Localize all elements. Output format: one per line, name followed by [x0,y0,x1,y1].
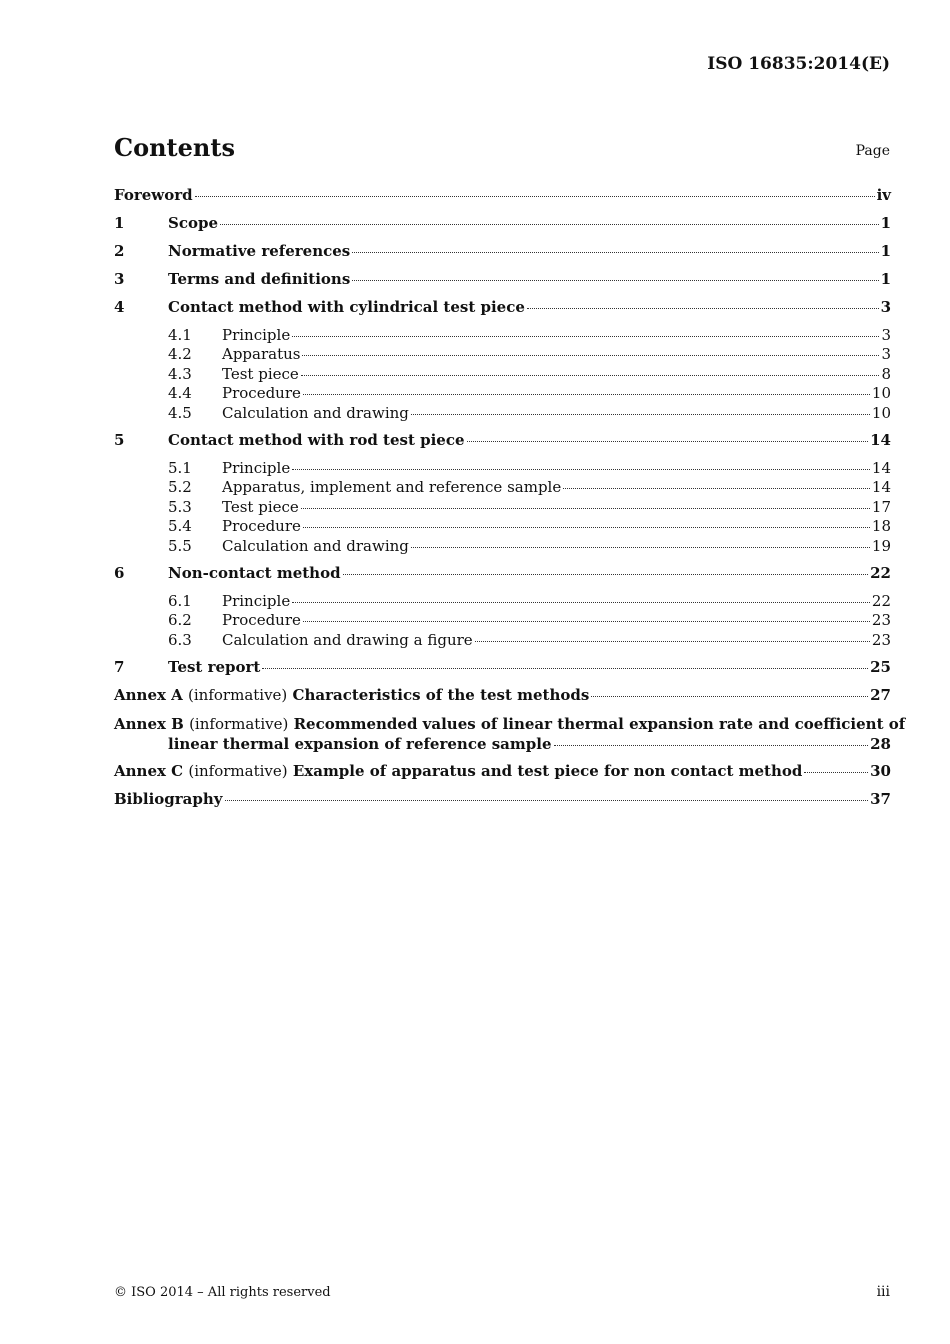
annex-label: Annex A [114,686,183,705]
leader-dots [804,772,868,773]
toc-page: 19 [871,536,891,555]
toc-page: iv [876,186,891,204]
toc-number: 5.2 [168,478,192,497]
toc-entry-normative-references[interactable] [114,242,891,270]
leader-dots [303,394,870,395]
toc-number: 5.5 [168,536,192,555]
toc-subentry[interactable] [114,498,891,517]
leader-dots [220,224,879,225]
toc-page: 1 [880,242,891,260]
toc-title: Procedure [222,384,301,403]
toc-title: Scope [168,214,219,232]
toc-page: 14 [870,430,891,449]
leader-dots [301,508,870,509]
document-id: ISO 16835:2014(E) [707,54,890,74]
toc-page: 17 [871,497,891,516]
toc-title: Principle [222,591,291,610]
toc-number: 6 [114,563,125,582]
toc-subentry[interactable] [114,459,891,478]
toc-title: Bibliography [114,790,223,809]
toc-page: 23 [871,630,891,649]
toc-title: Procedure [222,517,301,536]
leader-dots [591,696,868,697]
toc-number: 4.2 [168,345,192,364]
toc-title: Apparatus [222,345,301,364]
toc-number: 6.1 [168,591,192,610]
toc-entry-scope[interactable] [114,214,891,242]
toc-number: 6.2 [168,611,192,630]
leader-dots [292,336,879,337]
toc-title: Test piece [222,364,299,383]
leader-dots [225,800,869,801]
toc-title: Test piece [222,497,299,516]
leader-dots [563,488,870,489]
toc-page: 8 [881,364,891,383]
toc-page: 37 [870,790,891,809]
toc-number: 5.1 [168,458,192,477]
leader-dots [303,527,870,528]
toc-number: 7 [114,658,125,677]
toc-title-line-2: linear thermal expansion of reference sample [168,735,552,754]
toc-page: 3 [880,298,891,316]
toc-title: Procedure [222,611,301,630]
toc-number: 5.3 [168,497,192,516]
toc-title: Principle [222,326,291,344]
toc-page: 27 [870,686,891,705]
toc-title-line-1: Recommended values of linear thermal expansion rate and coefficient of [293,715,906,734]
annex-informative: (informative) [189,715,289,734]
page-number: iii [876,1284,890,1300]
toc-number: 6.3 [168,630,192,649]
table-of-contents [114,186,906,818]
toc-page: 30 [870,762,891,781]
toc-number: 1 [114,214,125,232]
toc-entry-terms-definitions[interactable] [114,270,891,298]
toc-title: Calculation and drawing [222,403,409,422]
leader-dots [467,441,869,442]
toc-page: 3 [881,345,891,364]
toc-number: 2 [114,242,125,260]
toc-subentry[interactable] [114,478,891,497]
toc-page: 23 [871,611,891,630]
toc-title: Characteristics of the test methods [292,686,590,705]
toc-title: Apparatus, implement and reference sample [222,478,562,497]
toc-title: Non-contact method [168,563,341,582]
toc-title: Calculation and drawing a figure [222,630,473,649]
toc-entry-annex-b[interactable] [114,714,906,754]
contents-title: Contents [114,133,235,162]
toc-subentry[interactable] [114,631,891,650]
leader-dots [352,252,878,253]
copyright-notice: © ISO 2014 – All rights reserved [114,1285,331,1300]
leader-dots [292,602,870,603]
toc-subentry[interactable] [114,537,891,556]
toc-title: Foreword [114,186,193,204]
toc-subentry[interactable] [114,611,891,630]
toc-page: 10 [871,384,891,403]
toc-entry-section-6[interactable] [114,564,891,592]
toc-page: 25 [870,658,891,677]
leader-dots [352,280,878,281]
toc-title: Contact method with cylindrical test piece [168,298,525,316]
leader-dots [343,574,869,575]
toc-entry-annex-a[interactable] [114,686,891,714]
leader-dots [411,414,870,415]
leader-dots [475,641,870,642]
toc-subentry[interactable] [114,326,891,345]
toc-page: 1 [880,214,891,232]
toc-number: 4.4 [168,384,192,403]
toc-entry-section-4[interactable] [114,298,891,326]
toc-title: Terms and definitions [168,270,351,288]
toc-title: Example of apparatus and test piece for non contact method [292,762,803,781]
toc-title: Principle [222,458,291,477]
toc-entry-foreword[interactable] [114,186,891,214]
leader-dots [292,469,870,470]
leader-dots [554,745,869,746]
toc-title: Calculation and drawing [222,536,409,555]
toc-number: 4.1 [168,326,192,344]
toc-title: Contact method with rod test piece [168,430,465,449]
toc-page: 1 [880,270,891,288]
toc-title: Normative references [168,242,351,260]
toc-entry-annex-c[interactable] [114,762,891,790]
page-column-label: Page [855,143,890,159]
toc-entry-bibliography[interactable] [114,790,891,818]
leader-dots [195,196,875,197]
toc-subentry[interactable] [114,517,891,536]
annex-informative: (informative) [188,686,288,705]
toc-page: 28 [870,735,891,754]
toc-page: 14 [871,478,891,497]
annex-informative: (informative) [188,762,288,781]
leader-dots [303,621,870,622]
leader-dots [527,308,879,309]
toc-subentry[interactable] [114,345,891,364]
toc-page: 22 [871,591,891,610]
toc-page: 3 [881,326,891,344]
leader-dots [301,375,880,376]
leader-dots [411,547,870,548]
toc-subentry[interactable] [114,365,891,384]
toc-number: 5 [114,430,125,449]
annex-label: Annex C [114,762,184,781]
toc-number: 5.4 [168,517,192,536]
toc-number: 4 [114,298,125,316]
annex-label: Annex B [114,715,184,734]
toc-number: 3 [114,270,125,288]
leader-dots [262,668,868,669]
toc-number: 4.3 [168,364,192,383]
toc-page: 10 [871,403,891,422]
toc-subentry[interactable] [114,592,891,611]
toc-title: Test report [168,658,261,677]
toc-entry-section-7[interactable] [114,658,891,686]
toc-number: 4.5 [168,403,192,422]
toc-page: 18 [871,517,891,536]
toc-page: 22 [870,563,891,582]
toc-entry-section-5[interactable] [114,431,891,459]
toc-subentry[interactable] [114,404,891,423]
toc-page: 14 [871,458,891,477]
leader-dots [302,355,879,356]
toc-subentry[interactable] [114,384,891,403]
